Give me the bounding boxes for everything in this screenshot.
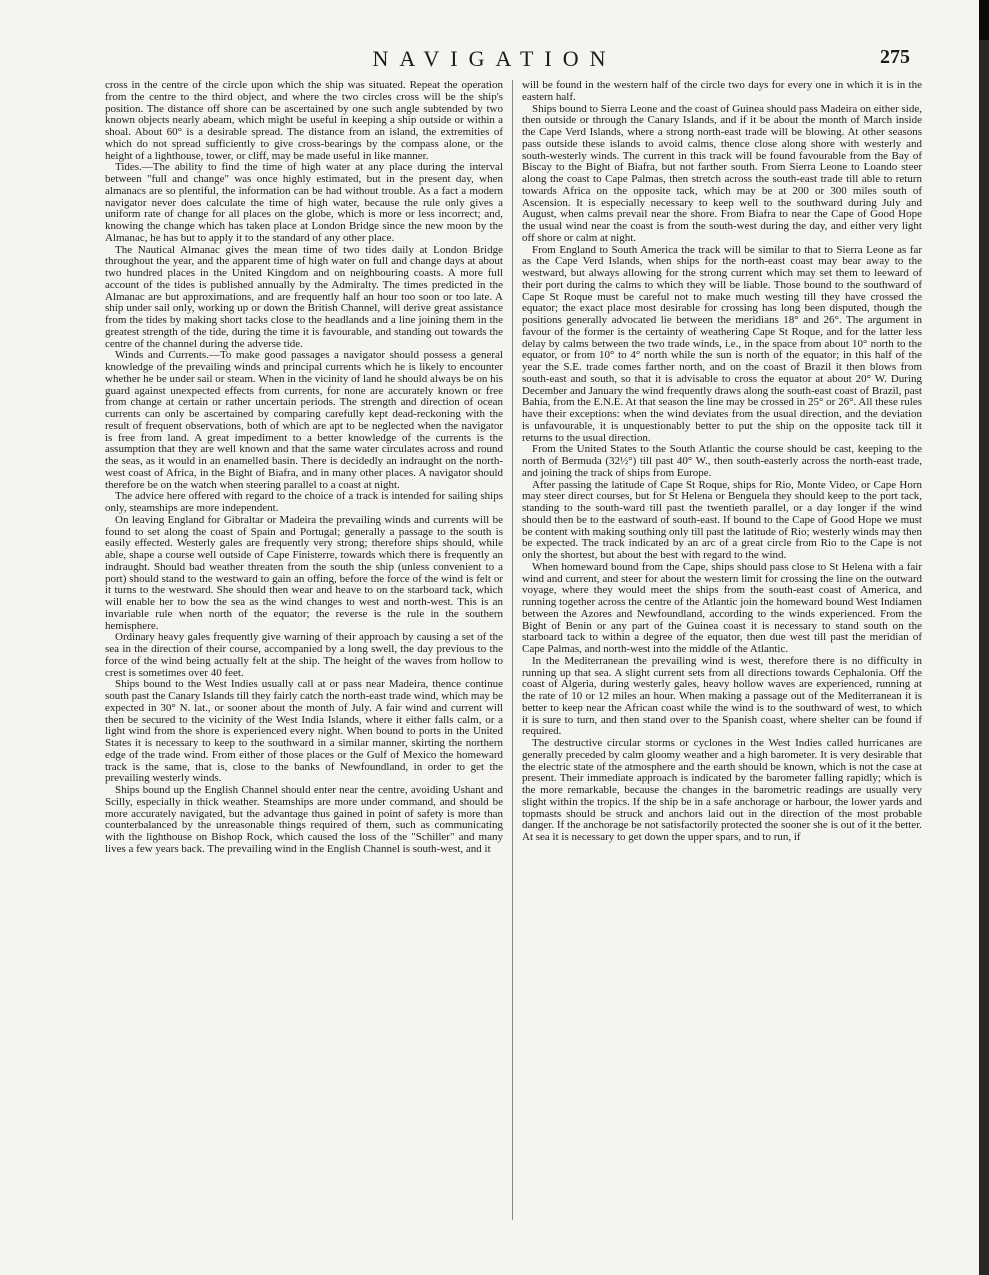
paragraph: After passing the latitude of Cape St Roque, ships for Rio, Monte Video, or Cape Horn may steer direct courses, but for St Helena or Benguela they should keep to the port tack, standing to the south-ward till past the twentieth parallel, or a day longer if the wind should then be to the eastward of south-east. If bound to the Cape of Good Hope we must be content with making southing only till past the latitude of Rio; westerly winds may then be expected. The track indicated by an arc of a great circle from Rio to the Cape is not only the shortest, but about the best with regard to the wind. [522,478,922,561]
paragraph: Tides.—The ability to find the time of high water at any place during the interval between "full and change" was once highly estimated, but in the present day, when almanacs are so plentiful, the information can be had without trouble. As a fact a modern navigator never does calculate the time of high water, because the rule only gives a uniform rate of change for all places on the globe, which is more or less incorrect; and, knowing the change which has taken place at London Bridge since the new moon by the Almanac, he has but to apply it to the standard of any other place. [105,161,503,244]
paragraph: Ships bound to Sierra Leone and the coast of Guinea should pass Madeira on either side, then outside or through the Canary Islands, and if it be about the month of March inside the Cape Verd Islands, where a strong north-east trade will be blowing. At other seasons pass outside these islands to avoid calms, thence close along shore with westerly and south-westerly winds. The current in this track will be found favourable from the Bay of Biscay to the Bight of Biafra, but not farther south. From Sierra Leone to Loando steer along the coast to Cape Palmas, then stretch across the south-east trade till able to return towards Africa on the opposite tack, which may be at 200 or 300 miles south of Ascension. It is especially necessary to keep well to the southward during July and August, when calms prevail near the shore. From Biafra to near the Cape of Good Hope the usual wind near the coast is from the south-west during the day, and either very light off shore or calm at night. [522,102,922,244]
paragraph: On leaving England for Gibraltar or Madeira the prevailing winds and currents will be found to set along the coast of Spain and Portugal; generally a passage to the south is easily effected. Westerly gales are frequently very strong; therefore ships should, while able, shape a course well outside of Cape Finisterre, towards which there is frequently an indraught. Should bad weather threaten from the south the ship (unless convenient to a port) should stand to the westward to gain an offing, before the force of the wind is felt or it turns to the westward. She should then wear and heave to on the starboard tack, which will enable her to bow the sea as the wind changes to west and north-west. This is an invariable rule when north of the equator; the reverse is the rule in the southern hemisphere. [105,513,503,632]
paragraph: When homeward bound from the Cape, ships should pass close to St Helena with a fair wind and current, and steer for about the western limit for crossing the line on the outward voyage, where they would meet the ships from the south-east coast of America, and running together across the centre of the Atlantic join the homeward bound West Indiamen between the Azores and Newfoundland, according to the winds experienced. From the Bight of Benin or any part of the Guinea coast it is necessary to stand south on the starboard tack to within a degree of the equator, then due west till past the meridian of Cape Palmas, and north-west into the middle of the Atlantic. [522,560,922,655]
paragraph: From England to South America the track will be similar to that to Sierra Leone as far as the Cape Verd Islands, when ships for the north-east coast may bear away to the westward, but always allowing for the strong current which may set them to leeward of their port during the calms to which they will be liable. Those bound to the southward of Cape St Roque must be careful not to make much westing till they have crossed the equator; the exact place most desirable for crossing has long been disputed, though the positions generally advocated lie between the meridians 18° and 26°. The argument in favour of the former is the certainty of weathering Cape St Roque, and for the latter less delay by calms between the two trade winds, i.e., in the space from about 10° north to the equator, or from 10° to 4° north while the sun is north of the equator; in this half of the year the S.E. trade comes farther north, and on the coast of Brazil it then blows from south-east and south, so that it is advisable to cross the equator at about 20° W. During December and January the wind frequently draws along the south-east coast of Brazil, past Bahia, from the E.N.E. At that season the line may be crossed in 25° or 26°. All these rules have their exceptions: when the wind deviates from the usual direction, and the deviation is unfavourable, it is unquestionably better to put the ship on the opposite tack till it returns to the usual direction. [522,243,922,444]
paragraph: In the Mediterranean the prevailing wind is west, therefore there is no difficulty in running up that sea. A slight current sets from all directions towards Cephalonia. Off the coast of Algeria, during westerly gales, heavy hollow waves are experienced, running at the rate of 10 or 12 miles an hour. When making a passage out of the Mediterranean it is better to keep near the African coast while the wind is to the southward of west, to which it is sure to turn, and then stand over to the Spanish coast, where shelter can be found if required. [522,654,922,738]
paragraph: From the United States to the South Atlantic the course should be cast, keeping to the north of Bermuda (32½°) till past 40° W., then south-easterly across the north-east trade, and joining the track of ships from Europe. [522,443,922,479]
paragraph: The destructive circular storms or cyclones in the West Indies called hurricanes are generally preceded by calm gloomy weather and a high barometer. It is very desirable that the electric state of the atmosphere and the earth should be known, which is not the case at present. Their immediate approach is indicated by the barometer falling rapidly; which is the more remarkable, because the changes in the barometric readings are usually very slight within the tropics. If the ship be in a safe anchorage or harbour, the lower yards and topmasts should be struck and anchors laid out in the direction of the most probable danger. If the anchorage be not satisfactorily protected the sooner she is out of it the better. At sea it is necessary to get down the upper spars, and to run, if [522,737,922,843]
page-number: 275 [880,46,910,68]
column-divider [512,80,513,1220]
paragraph: Ships bound to the West Indies usually call at or pass near Madeira, thence continue south past the Canary Islands till they fairly catch the north-east trade wind, which may be expected in 30° N. lat., or sooner about the month of July. A fair wind and current will then be secured to the vicinity of the West India Islands, where it either falls calm, or a light wind from the shore is experienced every night. When bound to ports in the United States it is necessary to keep to the southward in a similar manner, skirting the northern edge of the trade wind. From either of those places or the Gulf of Mexico the homeward track is the same, that is, close to the banks of Newfoundland, in order to get the prevailing westerly winds. [105,678,503,785]
running-head: NAVIGATION [372,46,617,71]
right-column [522,80,922,844]
paragraph: The Nautical Almanac gives the mean time of two tides daily at London Bridge throughout the year, and the apparent time of high water on full and change days at about two hundred places in the United Kingdom and on neighbouring coasts. A more full account of the tides is published annually by the Admiralty. The times predicted in the Almanac are but approximations, and are frequently half an hour too soon or too late. A ship under sail only, working up or down the British Channel, will derive great assistance from the tides by making short tacks close to the headlands and a line joining them in the greatest strength of the tide, during the time it is favourable, and standing out towards the centre of the channel during the adverse tide. [105,243,503,350]
paragraph: cross in the centre of the circle upon which the ship was situated. Repeat the operation from the centre to the third object, and where the two circles cross will be the ship's position. The distance off shore can be ascertained by one such angle subtended by two known objects nearly abeam, which might be useful in keeping a ship outside or within a shoal. About 60° is a desirable spread. The distance from an island, the extremities of which do not spread sufficiently to give cross-bearings by the compass alone, or the height of a lighthouse, tower, or cliff, may be made useful in like manner. [105,79,503,162]
paragraph: will be found in the western half of the circle two days for every one in which it is in the eastern half. [522,79,922,103]
paragraph: Winds and Currents.—To make good passages a navigator should possess a general knowledge of the prevailing winds and principal currents which he is likely to encounter whether he be under sail or steam. When in the vicinity of land he should always be on his guard against unexpected effects from currents, for none are accurately known or free from change at certain or rather uncertain periods. The strength and direction of ocean currents can only be ascertained by comparing carefully kept dead-reckoning with the result of frequent observations, both of which are apt to be neglected when the navigator is free from land. A great impediment to a better knowledge of the currents is the assumption that they are well known and that the same water circulates across and round the seas, as it would in an enamelled basin. There is decidedly an indraught on the north-west coast of Africa, in the Bight of Biafra, and in many other places. A navigator should therefore be on the watch when steering parallel to a coast at night. [105,349,503,491]
page-edge-shadow [979,0,989,1275]
paragraph: The advice here offered with regard to the choice of a track is intended for sailing ships only, steamships are more independent. [105,490,503,514]
page-edge-dark-corner [979,0,989,40]
left-column [105,80,503,856]
paragraph: Ships bound up the English Channel should enter near the centre, avoiding Ushant and Scilly, especially in thick weather. Steamships are more under command, and should be more accurately navigated, but the advantage thus gained in point of safety is more than counterbalanced by the unreasonable things required of them, such as communicating with the lighthouse on Bishop Rock, which caused the loss of the "Schiller" and many lives a few years back. The prevailing wind in the English Channel is south-west, and it [105,784,503,855]
paragraph: Ordinary heavy gales frequently give warning of their approach by causing a set of the sea in the direction of their course, accompanied by a long swell, the day previous to the force of the wind being actually felt at the ship. The height of the waves from hollow to crest is sometimes over 40 feet. [105,631,503,679]
